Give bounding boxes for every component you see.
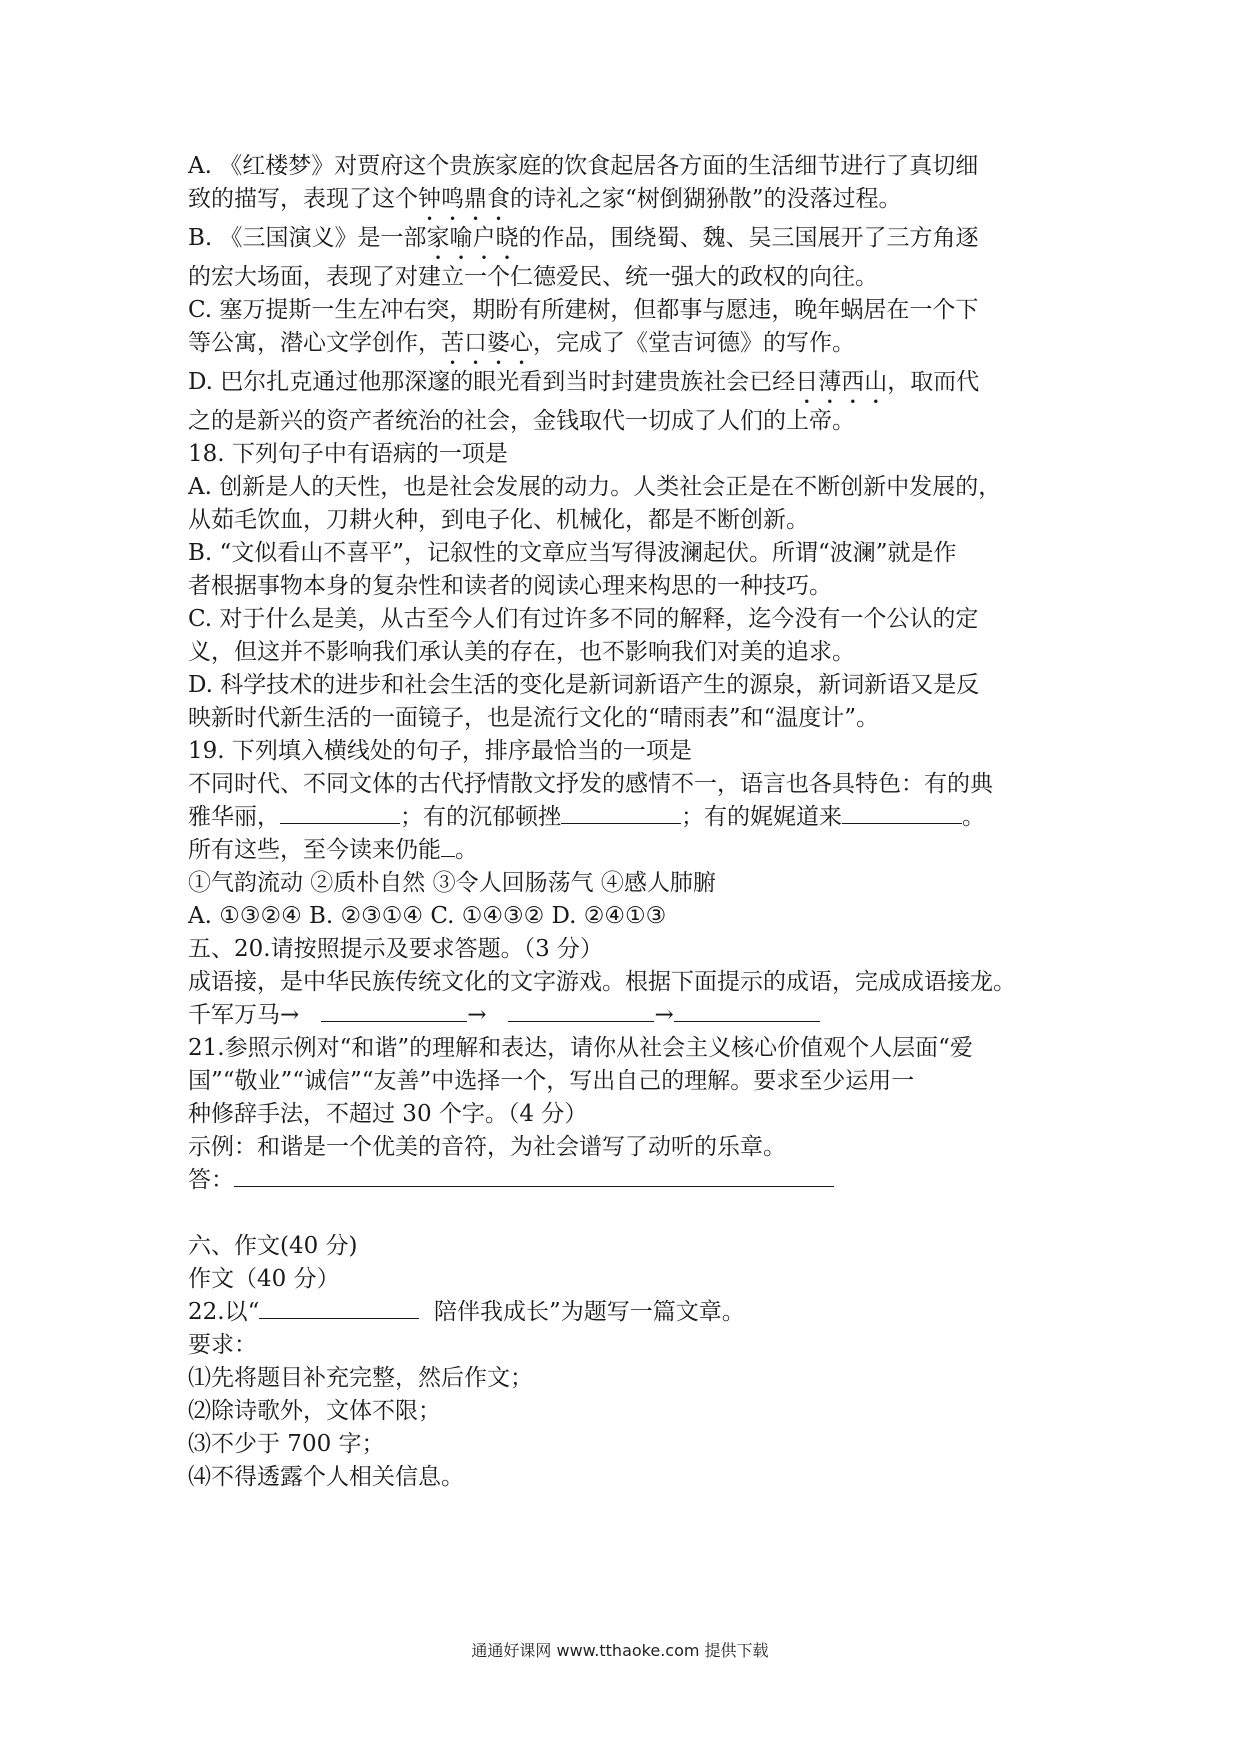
- essay-requirement-3: ⑶不少于 700 字；: [188, 1431, 385, 1457]
- emphasized-idiom: 钟鸣鼎食: [418, 186, 510, 212]
- text: D. 巴尔扎克通过他那深邃的眼光看到当时封建贵族社会已经: [188, 369, 796, 395]
- answer-blank[interactable]: [508, 1001, 654, 1022]
- text: 。: [455, 837, 478, 863]
- emphasized-idiom: 家喻户晓: [426, 225, 519, 251]
- q21-line1: 21.参照示例对“和谐”的理解和表达，请你从社会主义核心价值观个人层面“爱: [188, 1035, 973, 1061]
- section-spacer: [188, 1197, 1068, 1230]
- q21-answer: [188, 1164, 1068, 1197]
- footer-watermark: 通通好课网 www.tthaoke.com 提供下载: [471, 1641, 769, 1660]
- q18-option-b-line1: B. “文似看山不喜平”，记叙性的文章应当写得波澜起伏。所谓“波澜”就是作: [188, 540, 957, 566]
- exam-content: [188, 150, 1068, 1494]
- answer-blank[interactable]: [674, 1001, 820, 1022]
- essay-subheading: 作文（40 分）: [188, 1266, 340, 1292]
- q21-line3: 种修辞手法，不超过 30 个字。（4 分）: [188, 1101, 588, 1127]
- text: 等公寓，潜心文学创作，: [188, 330, 441, 356]
- essay-requirement-1: ⑴先将题目补充完整，然后作文；: [188, 1365, 533, 1391]
- text: 所有这些，至今读来仍能: [188, 837, 441, 863]
- q18-option-a-line1: A. 创新是人的天性，也是社会发展的动力。人类社会正是在不断创新中发展的，: [188, 474, 1002, 500]
- q17-option-a-line1: A. 《红楼梦》对贾府这个贵族家庭的饮食起居各方面的生活细节进行了真切细: [188, 153, 979, 179]
- fill-blank[interactable]: [441, 836, 455, 857]
- arrow-icon: →: [467, 1002, 487, 1028]
- answer-blank[interactable]: [321, 1001, 467, 1022]
- answer-line[interactable]: [234, 1166, 834, 1187]
- emphasized-idiom: 苦口婆心: [441, 330, 533, 356]
- idiom-start: 千军万马→: [188, 1002, 300, 1028]
- text: 22.以“: [188, 1299, 260, 1325]
- text: 陪伴我成长”为题写一篇文章。: [433, 1299, 745, 1325]
- text: 雅华丽，: [188, 804, 280, 830]
- fill-blank[interactable]: [561, 803, 681, 824]
- fill-blank[interactable]: [842, 803, 962, 824]
- q18-option-d-line2: 映新时代新生活的一面镜子，也是流行文化的“晴雨表”和“温度计”。: [188, 705, 880, 731]
- q18-option-d-line1: D. 科学技术的进步和社会生活的变化是新词新语产生的源泉，新词新语又是反: [188, 672, 980, 698]
- text: 。: [962, 804, 985, 830]
- q17-option-c-line1: C. 塞万提斯一生左冲右突，期盼有所建树，但都事与愿违，晚年蜗居在一个下: [188, 297, 979, 323]
- q19-stem: 19. 下列填入横线处的句子，排序最恰当的一项是: [188, 738, 692, 764]
- text: 致的描写，表现了这个: [188, 186, 418, 212]
- title-blank[interactable]: [259, 1298, 419, 1319]
- q17-option-b-line1: [188, 222, 1068, 255]
- essay-requirement-2: ⑵除诗歌外，文体不限；: [188, 1398, 441, 1424]
- q19-passage-line2: [188, 801, 1068, 834]
- essay-requirement-4: ⑷不得透露个人相关信息。: [188, 1464, 464, 1490]
- q19-passage-line1: 不同时代、不同文体的古代抒情散文抒发的感情不一，语言也各具特色：有的典: [188, 771, 993, 797]
- text: 的诗礼之家“树倒猢狲散”的没落过程。: [510, 186, 902, 212]
- emphasized-idiom: 日薄西山: [795, 369, 888, 395]
- answer-label: 答：: [188, 1167, 234, 1193]
- text: ；有的娓娓道来: [681, 804, 842, 830]
- q18-option-a-line2: 从茹毛饮血，刀耕火种，到电子化、机械化，都是不断创新。: [188, 507, 809, 533]
- fill-blank[interactable]: [280, 803, 400, 824]
- q19-options: A. ①③②④ B. ②③①④ C. ①④③② D. ②④①③: [188, 903, 667, 929]
- arrow-icon: →: [654, 1002, 674, 1028]
- q17-option-d-line1: [188, 366, 1068, 399]
- q20-idiom-chain: [188, 999, 1068, 1032]
- q18-option-c-line1: C. 对于什么是美，从古至今人们有过许多不同的解释，迄今没有一个公认的定: [188, 606, 979, 632]
- q18-stem: 18. 下列句子中有语病的一项是: [188, 441, 508, 467]
- q17-option-d-line2: 之的是新兴的资产者统治的社会，金钱取代一切成了人们的上帝。: [188, 408, 855, 434]
- text: ，完成了《堂吉诃德》的写作。: [533, 330, 855, 356]
- q19-passage-line3: [188, 834, 1068, 867]
- q17-option-a-line2: [188, 183, 1068, 216]
- essay-heading: 六、作文(40 分): [188, 1233, 358, 1259]
- essay-requirements-label: 要求：: [188, 1332, 257, 1358]
- q17-option-b-line2: 的宏大场面，表现了对建立一个仁德爱民、统一强大的政权的向往。: [188, 264, 878, 290]
- q18-option-c-line2: 义，但这并不影响我们承认美的存在，也不影响我们对美的追求。: [188, 639, 855, 665]
- q19-items: ①气韵流动 ②质朴自然 ③令人回肠荡气 ④感人肺腑: [188, 870, 716, 896]
- q20-heading: 五、20.请按照提示及要求答题。（3 分）: [188, 936, 604, 962]
- text: 的作品，围绕蜀、魏、吴三国展开了三方角逐: [518, 225, 979, 251]
- text: ，取而代: [887, 369, 980, 395]
- q18-option-b-line2: 者根据事物本身的复杂性和读者的阅读心理来构思的一种技巧。: [188, 573, 832, 599]
- text: ；有的沉郁顿挫: [400, 804, 561, 830]
- text: B. 《三国演义》是一部: [188, 225, 427, 251]
- q21-line2: 国”“敬业”“诚信”“友善”中选择一个，写出自己的理解。要求至少运用一: [188, 1068, 915, 1094]
- q20-instruction: 成语接，是中华民族传统文化的文字游戏。根据下面提示的成语，完成成语接龙。: [188, 969, 1016, 995]
- essay-prompt: [188, 1296, 1068, 1329]
- q21-example: 示例：和谐是一个优美的音符，为社会谱写了动听的乐章。: [188, 1134, 786, 1160]
- q17-option-c-line2: [188, 327, 1068, 360]
